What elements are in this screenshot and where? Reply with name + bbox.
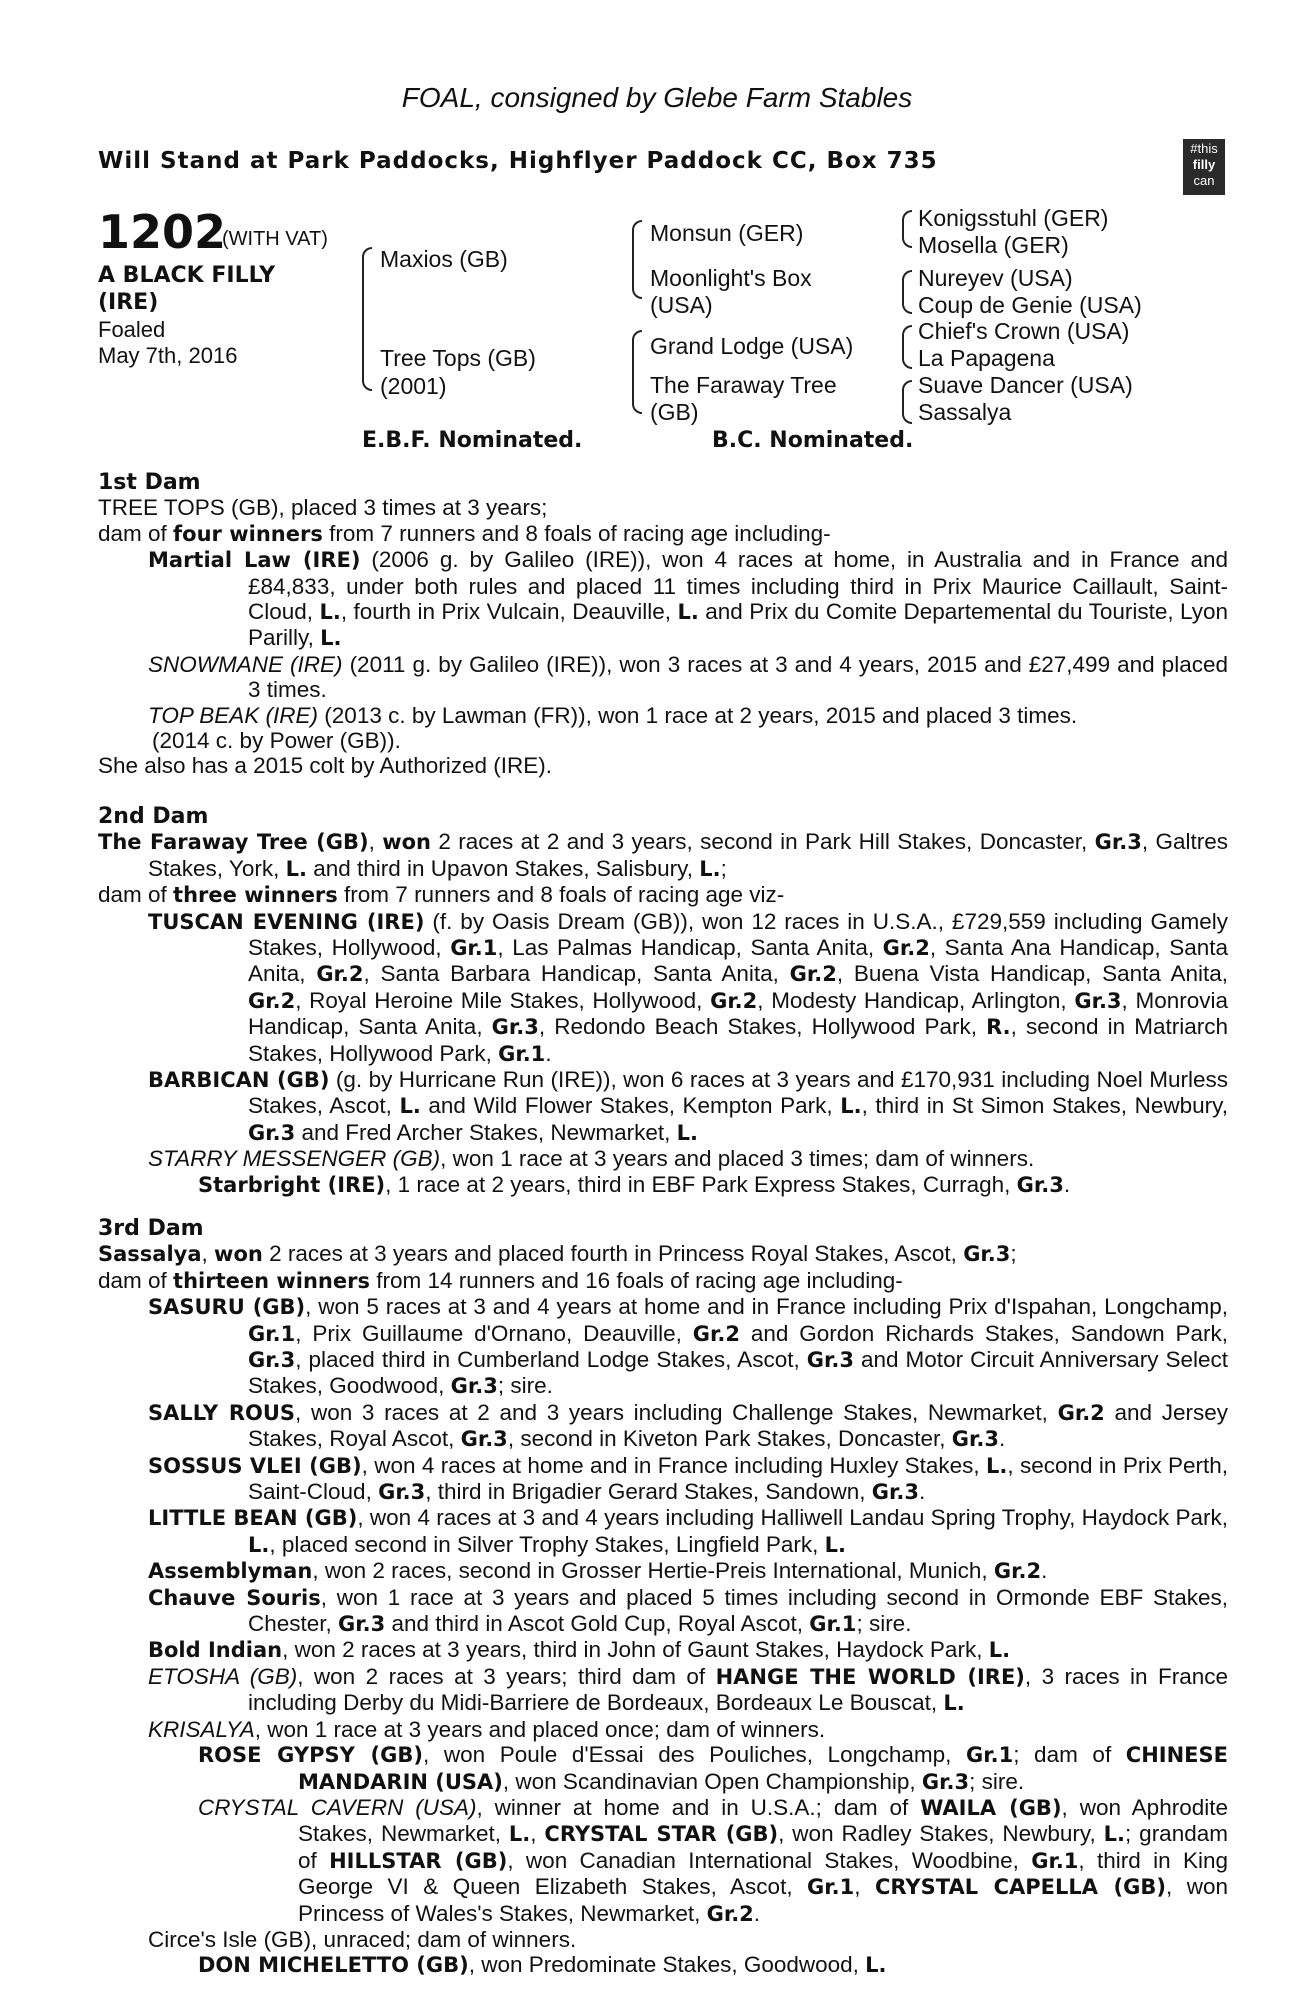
brace-3d bbox=[902, 380, 912, 424]
produce-entry: SALLY ROUS, won 3 races at 2 and 3 years including Challenge Stakes, Newmarket, Gr.2 and Jersey Stakes, Royal Ascot, Gr.3, second in Kiveton Park Stakes, Doncaster, Gr.3. bbox=[148, 1399, 1228, 1452]
second-dam-heading: 2nd Dam bbox=[98, 803, 209, 829]
brace-3c bbox=[902, 325, 912, 369]
dam-year: (2001) bbox=[380, 373, 447, 399]
produce-entry: BARBICAN (GB) (g. by Hurricane Run (IRE)), won 6 races at 3 years and £170,931 including Noel Murless Stakes, Ascot, L. and Wild Flower Stakes, Kempton Park, L., third in St Simon Stakes, Newbury, Gr.3 and Fred Archer Stakes, Newmarket, L. bbox=[148, 1066, 1228, 1145]
this-filly-can-logo: #this filly can bbox=[1183, 139, 1225, 195]
first-dam-produce: dam of four winners from 7 runners and 8 foals of racing age including- bbox=[98, 520, 831, 546]
produce-entry: Martial Law (IRE) (2006 g. by Galileo (IRE)), won 4 races at home, in Australia and in France and £84,833, under both rules and placed 11 times including third in Prix Maurice Caillault, Saint-Cloud, L., fourth in Prix Vulcain, Deauville, L. and Prix du Comite Departemental du Touriste, Lyon Parilly, L. bbox=[148, 547, 1228, 651]
first-dam-heading: 1st Dam bbox=[98, 470, 201, 495]
sire: Maxios (GB) bbox=[380, 246, 508, 272]
dam-dam-dam: Sassalya bbox=[918, 399, 1012, 425]
sire-dam-country: (USA) bbox=[650, 292, 713, 318]
produce-entry: SOSSUS VLEI (GB), won 4 races at home and in France including Huxley Stakes, L., second in Prix Perth, Saint-Cloud, Gr.3, third in Brigadier Gerard Stakes, Sandown, Gr.3. bbox=[148, 1452, 1228, 1505]
lot-number: 1202 bbox=[98, 205, 227, 259]
third-dam-line: Sassalya, won 2 races at 3 years and placed fourth in Princess Royal Stakes, Ascot, Gr.3; bbox=[98, 1241, 1017, 1267]
dam: Tree Tops (GB) bbox=[380, 345, 536, 371]
foaled-label: Foaled bbox=[98, 317, 166, 342]
produce-entry: Circe's Isle (GB), unraced; dam of winners. bbox=[148, 1926, 577, 1952]
produce-entry: STARRY MESSENGER (GB), won 1 race at 3 years and placed 3 times; dam of winners. bbox=[148, 1146, 1035, 1172]
produce-entry: TOP BEAK (IRE) (2013 c. by Lawman (FR)), won 1 race at 2 years, 2015 and placed 3 times. bbox=[148, 702, 1078, 728]
produce-entry: Chauve Souris, won 1 race at 3 years and placed 5 times including second in Ormonde EBF Stakes, Chester, Gr.3 and third in Ascot Gold Cup, Royal Ascot, Gr.1; sire. bbox=[148, 1584, 1228, 1637]
dam-line-brace bbox=[632, 330, 642, 414]
catalogue-body bbox=[98, 470, 1228, 1979]
sire-dam-dam: Coup de Genie (USA) bbox=[918, 292, 1142, 318]
produce-entry: Starbright (IRE), 1 race at 2 years, third in EBF Park Express Stakes, Curragh, Gr.3. bbox=[198, 1171, 1071, 1197]
sire-line-brace bbox=[632, 220, 642, 299]
produce-entry: Bold Indian, won 2 races at 3 years, third in John of Gaunt Stakes, Haydock Park, L. bbox=[148, 1637, 1011, 1663]
produce-entry: SNOWMANE (IRE) (2011 g. by Galileo (IRE)), won 3 races at 3 and 4 years, 2015 and £27,499 and placed 3 times. bbox=[148, 651, 1228, 703]
lot-description: A BLACK FILLY bbox=[98, 263, 276, 288]
brace-3a bbox=[902, 210, 912, 248]
produce-entry: LITTLE BEAN (GB), won 4 races at 3 and 4 years including Halliwell Landau Spring Trophy, Haydock Park, L., placed second in Silver Trophy Stakes, Lingfield Park, L. bbox=[148, 1505, 1228, 1557]
sire-sire-sire: Konigsstuhl (GER) bbox=[918, 205, 1109, 231]
bc-nominated: B.C. Nominated. bbox=[712, 428, 914, 453]
produce-entry: ETOSHA (GB), won 2 races at 3 years; third dam of HANGE THE WORLD (IRE), 3 races in France including Derby du Midi-Barriere de Bordeaux, Bordeaux Le Bouscat, L. bbox=[148, 1663, 1228, 1716]
produce-entry: KRISALYA, won 1 race at 3 years and placed once; dam of winners. bbox=[148, 1716, 826, 1742]
vat-note: (WITH VAT) bbox=[222, 228, 328, 250]
produce-entry: SASURU (GB), won 5 races at 3 and 4 years at home and in France including Prix d'Ispahan, Longchamp, Gr.1, Prix Guillaume d'Ornano, Deauville, Gr.2 and Gordon Richards Stakes, Sandown Park, Gr.3, placed third in Cumberland Lodge Stakes, Ascot, Gr.3 and Motor Circuit Anniversary Select Stakes, Goodwood, Gr.3; sire. bbox=[148, 1294, 1229, 1399]
stand-location: Will Stand at Park Paddocks, Highflyer Paddock CC, Box 735 bbox=[98, 148, 938, 174]
dam-sire: Grand Lodge (USA) bbox=[650, 333, 854, 359]
first-dam-line: TREE TOPS (GB), placed 3 times at 3 years; bbox=[98, 495, 548, 521]
dam-sire-dam: La Papagena bbox=[918, 345, 1055, 371]
sire-brace bbox=[362, 247, 372, 391]
third-dam-produce: dam of thirteen winners from 14 runners and 16 foals of racing age including- bbox=[98, 1267, 903, 1293]
sire-sire: Monsun (GER) bbox=[650, 220, 804, 246]
sire-dam: Moonlight's Box bbox=[650, 265, 812, 291]
dam-dam-country: (GB) bbox=[650, 399, 699, 425]
dam-dam-sire: Suave Dancer (USA) bbox=[918, 372, 1133, 398]
foaled-date: May 7th, 2016 bbox=[98, 343, 238, 368]
lot-country: (IRE) bbox=[98, 290, 159, 315]
dam-dam: The Faraway Tree bbox=[650, 372, 837, 398]
dam-sire-sire: Chief's Crown (USA) bbox=[918, 318, 1130, 344]
produce-entry: ROSE GYPSY (GB), won Poule d'Essai des Pouliches, Longchamp, Gr.1; dam of CHINESE MANDARIN (USA), won Scandinavian Open Championship, Gr.3; sire. bbox=[198, 1742, 1228, 1794]
second-dam-produce: dam of three winners from 7 runners and 8 foals of racing age viz- bbox=[98, 882, 785, 908]
produce-entry: TUSCAN EVENING (IRE) (f. by Oasis Dream (GB)), won 12 races in U.S.A., £729,559 including Gamely Stakes, Hollywood, Gr.1, Las Palmas Handicap, Santa Anita, Gr.2, Santa Ana Handicap, Santa Anita, Gr.2, Santa Barbara Handicap, Santa Anita, Gr.2, Buena Vista Handicap, Santa Anita, Gr.2, Royal Heroine Mile Stakes, Hollywood, Gr.2, Modesty Handicap, Arlington, Gr.3, Monrovia Handicap, Santa Anita, Gr.3, Redondo Beach Stakes, Hollywood Park, R., second in Matriarch Stakes, Hollywood Park, Gr.1. bbox=[148, 908, 1228, 1066]
brace-3b bbox=[902, 270, 912, 314]
second-dam-line: The Faraway Tree (GB), won 2 races at 2 and 3 years, second in Park Hill Stakes, Doncaster, Gr.3, Galtres Stakes, York, L. and third in Upavon Stakes, Salisbury, L.; bbox=[98, 829, 1228, 881]
produce-entry: (2014 c. by Power (GB)). bbox=[152, 728, 401, 754]
produce-entry: Assemblyman, won 2 races, second in Grosser Hertie-Preis International, Munich, Gr.2. bbox=[148, 1558, 1048, 1584]
ebf-nominated: E.B.F. Nominated. bbox=[362, 428, 583, 453]
produce-entry: CRYSTAL CAVERN (USA), winner at home and in U.S.A.; dam of WAILA (GB), won Aphrodite Stakes, Newmarket, L., CRYSTAL STAR (GB), won Radley Stakes, Newbury, L.; grandam of HILLSTAR (GB), won Canadian International Stakes, Woodbine, Gr.1, third in King George VI & Queen Elizabeth Stakes, Ascot, Gr.1, CRYSTAL CAPELLA (GB), won Princess of Wales's Stakes, Newmarket, Gr.2. bbox=[198, 1794, 1228, 1926]
third-dam-heading: 3rd Dam bbox=[98, 1215, 204, 1241]
produce-entry: DON MICHELETTO (GB), won Predominate Stakes, Goodwood, L. bbox=[198, 1952, 887, 1978]
sire-dam-sire: Nureyev (USA) bbox=[918, 265, 1073, 291]
page-title: FOAL, consigned by Glebe Farm Stables bbox=[401, 82, 913, 113]
produce-entry: She also has a 2015 colt by Authorized (IRE). bbox=[98, 753, 553, 779]
sire-sire-dam: Mosella (GER) bbox=[918, 232, 1069, 258]
